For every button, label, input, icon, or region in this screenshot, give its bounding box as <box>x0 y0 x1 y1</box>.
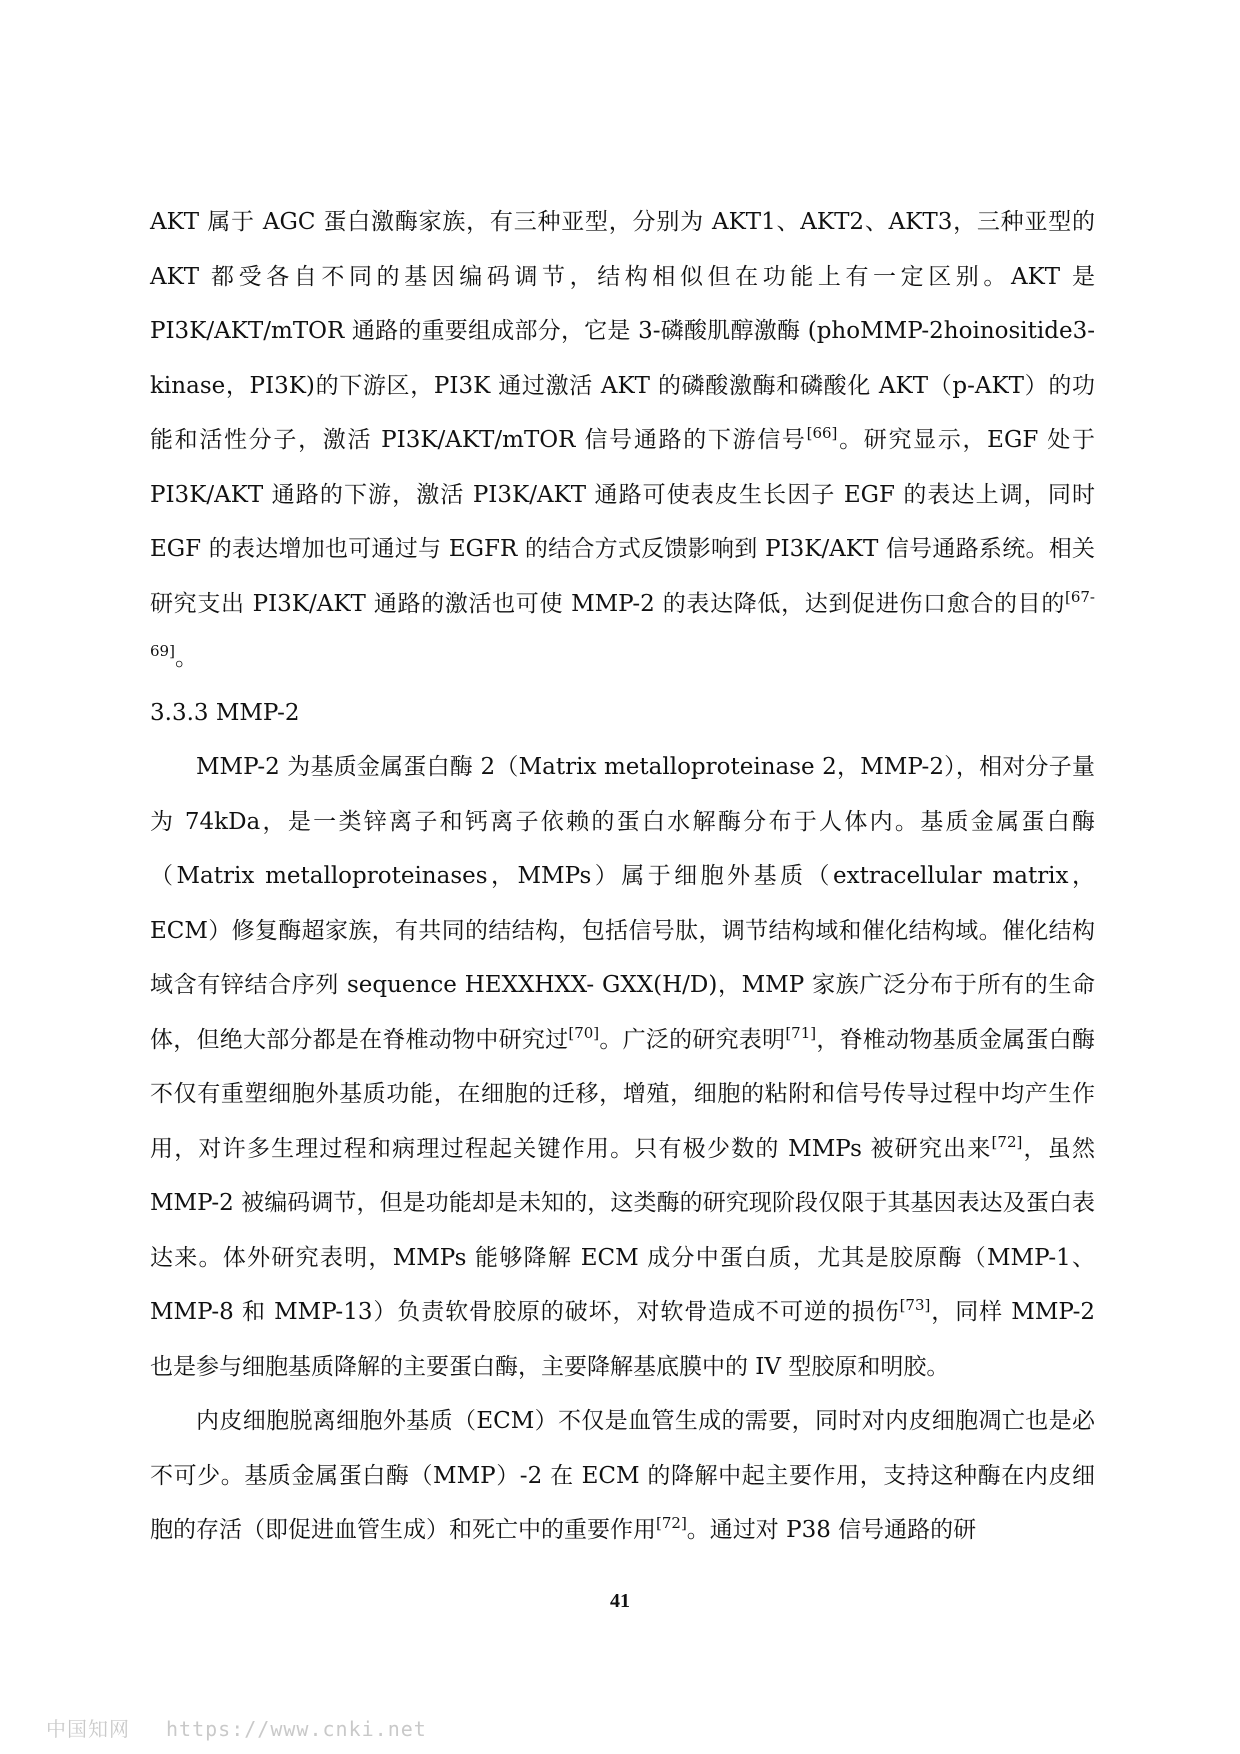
citation-71: [71] <box>785 1023 817 1042</box>
citation-70: [70] <box>568 1023 600 1042</box>
citation-72-second: [72] <box>656 1514 687 1532</box>
paragraph-endothelial-text-2: 。通过对 P38 信号通路的研 <box>686 1517 977 1543</box>
paragraph-akt-text-3: 。 <box>174 645 198 671</box>
paragraph-mmp2-text-2: 。广泛的研究表明 <box>599 1026 786 1053</box>
cnki-logo-text: 中国知网 <box>46 1717 130 1741</box>
citation-66: [66] <box>806 424 838 442</box>
paragraph-mmp2-text-4: ，虽然 MMP-2 被编码调节，但是功能却是未知的，这类酶的研究现阶段仅限于其基因表达及蛋白表达来。体外研究表明，MMPs 能够降解 ECM 成分中蛋白质，尤其是胶原酶（MMP-1、MMP-8 和 MMP-13）负责软骨胶原的破坏，对软骨造成不可逆的损伤 <box>150 1135 1095 1325</box>
paragraph-mmp2-text-5: ，同样 MMP-2 也是参与细胞基质降解的主要蛋白酶，主要降解基底膜中的 IV 型胶原和明胶。 <box>150 1299 1095 1380</box>
paragraph-akt <box>150 195 1095 686</box>
section-heading: 3.3.3 MMP-2 <box>150 699 300 726</box>
paragraph-endothelial <box>150 1394 1095 1558</box>
citation-72: [72] <box>991 1132 1023 1151</box>
paragraph-mmp2-text-1: MMP-2 为基质金属蛋白酶 2（Matrix metalloproteinase 2，MMP-2），相对分子量为 74kDa，是一类锌离子和钙离子依赖的蛋白水解酶分布于人体内。基质金属蛋白酶（Matrix metalloproteinases，MMPs）属于细胞外基质（extracellular matrix，ECM）修复酶超家族，有共同的结结构，包括信号肽，调节结构域和催化结构域。催化结构域含有锌结合序列 sequence HEXXHXX- GXX(H/D)，MMP 家族广泛分布于所有的生命体，但绝大部分都是在脊椎动物中研究过 <box>150 754 1095 1053</box>
citation-73: [73] <box>899 1296 931 1314</box>
cnki-watermark <box>46 1713 427 1742</box>
paragraph-akt-text-1: AKT 属于 AGC 蛋白激酶家族，有三种亚型，分别为 AKT1、AKT2、AKT3，三种亚型的 AKT 都受各自不同的基因编码调节，结构相似但在功能上有一定区别。AKT 是 PI3K/AKT/mTOR 通路的重要组成部分，它是 3-磷酸肌醇激酶 (phoMMP-2hoinositide3-kinase，PI3K)的下游区，PI3K 通过激活 AKT 的磷酸激酶和磷酸化 AKT（p-AKT）的功能和活性分子，激活 PI3K/AKT/mTOR 信号通路的下游信号 <box>150 209 1095 453</box>
paragraph-mmp2-text-3: ，脊椎动物基质金属蛋白酶不仅有重塑细胞外基质功能，在细胞的迁移，增殖，细胞的粘附和信号传导过程中均产生作用，对许多生理过程和病理过程起关键作用。只有极少数的 MMPs 被研究出来 <box>150 1026 1096 1162</box>
page-number: 41 <box>610 1590 630 1612</box>
citation-67-69: [67-69] <box>150 587 1095 660</box>
page-body <box>150 195 1095 1558</box>
paragraph-mmp2 <box>150 740 1095 1394</box>
cnki-url: https://www.cnki.net <box>166 1717 427 1741</box>
paragraph-akt-text-2: 。研究显示，EGF 处于 PI3K/AKT 通路的下游，激活 PI3K/AKT 通路可使表皮生长因子 EGF 的表达上调，同时 EGF 的表达增加也可通过与 EGFR 的结合方式反馈影响到 PI3K/AKT 信号通路系统。相关研究支出 PI3K/AKT 通路的激活也可使 MMP-2 的表达降低，达到促进伤口愈合的目的 <box>150 427 1095 617</box>
paragraph-endothelial-text-1: 内皮细胞脱离细胞外基质（ECM）不仅是血管生成的需要，同时对内皮细胞凋亡也是必不可少。基质金属蛋白酶（MMP）-2 在 ECM 的降解中起主要作用，支持这种酶在内皮细胞的存活（即促进血管生成）和死亡中的重要作用 <box>150 1408 1095 1543</box>
